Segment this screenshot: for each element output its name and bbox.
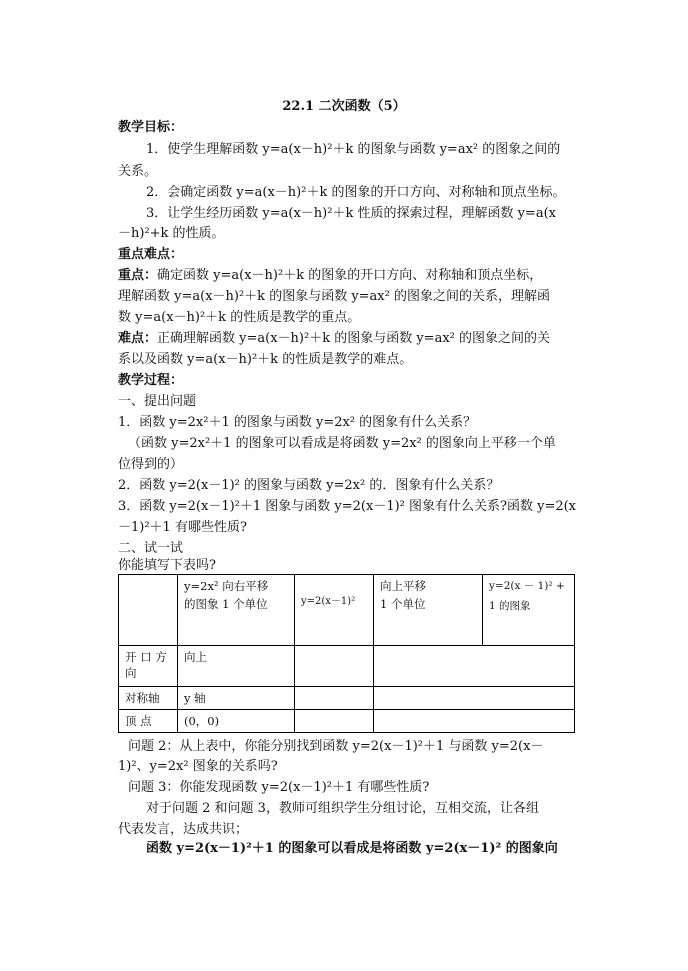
key-point-label: 重点： <box>118 268 158 283</box>
cell-text: 向 <box>125 666 137 680</box>
question-3-line-1: 3．函数 y=2(x－1)²＋1 图象与函数 y=2(x－1)² 图象有什么关系?函数 y=2(x <box>118 499 577 514</box>
fill-table-prompt: 你能填写下表吗? <box>118 558 216 573</box>
discussion-line-2: 代表发言，达成共识； <box>118 822 249 837</box>
table-cell <box>295 687 374 710</box>
page-title: 22.1 二次函数（5） <box>282 99 406 114</box>
answer-1-line-2: 位得到的） <box>118 457 184 472</box>
cell-text: y=2x² 向右平移 <box>184 579 269 593</box>
objectives-heading: 教学目标： <box>118 120 184 135</box>
difficult-point-label: 难点： <box>118 331 158 346</box>
table-cell: y 轴 <box>178 687 295 710</box>
discussion-line-1: 对于问题 2 和问题 3，教师可组织学生分组讨论，互相交流，让各组 <box>146 801 539 816</box>
question-1: 1．函数 y=2x²＋1 的图象与函数 y=2x² 的图象有什么关系？ <box>118 415 477 430</box>
process-heading: 教学过程： <box>118 373 184 388</box>
key-point-text: 确定函数 y=a(x－h)²＋k 的图象的开口方向、对称轴和顶点坐标， <box>157 268 543 283</box>
table-cell: (0，0) <box>178 710 295 733</box>
table-row <box>119 710 575 733</box>
table-row <box>119 687 575 710</box>
problem-3: 问题 3：你能发现函数 y=2(x－1)²＋1 有哪些性质? <box>128 780 430 795</box>
difficult-point-line-2: 系以及函数 y=a(x－h)²＋k 的性质是教学的难点。 <box>118 352 413 367</box>
cell-text: 向上平移 <box>380 579 426 593</box>
table-cell <box>374 687 575 710</box>
table-cell: 向上 <box>178 646 295 687</box>
transform-table <box>118 574 575 733</box>
cell-text: 1 的图象 <box>489 600 531 612</box>
key-point-line-3: 数 y=a(x－h)²＋k 的性质是教学的重点。 <box>118 310 361 325</box>
table-cell <box>295 710 374 733</box>
problem-2-line-2: 1)²、y=2x² 图象的关系吗? <box>118 759 278 774</box>
cell-text: 开 口 方 <box>125 650 167 664</box>
objective-1-line-2: 关系。 <box>118 164 158 179</box>
table-header-row <box>119 575 575 646</box>
conclusion-line: 函数 y=2(x－1)²＋1 的图象可以看成是将函数 y=2(x－1)² 的图象向 <box>146 841 558 856</box>
table-cell <box>178 575 295 646</box>
objective-2: 2．会确定函数 y=a(x－h)²＋k 的图象的开口方向、对称轴和顶点坐标。 <box>146 185 566 200</box>
objective-1-line-1: 1．使学生理解函数 y=a(x－h)²＋k 的图象与函数 y=ax² 的图象之间的 <box>146 142 561 157</box>
cell-text: 的图象 1 个单位 <box>184 597 268 611</box>
table-cell <box>374 575 483 646</box>
objective-3-line-2: －h)²+k 的性质。 <box>118 226 225 241</box>
cell-text: y=2(x－1)² <box>301 596 356 607</box>
cell-text: y=2(x － 1)² + <box>489 580 565 592</box>
section-2-heading: 二、试一试 <box>118 541 184 556</box>
table-cell <box>374 646 575 687</box>
table-cell <box>295 646 374 687</box>
table-cell <box>295 575 374 646</box>
section-1-heading: 一、提出问题 <box>118 394 197 409</box>
table-cell <box>374 710 575 733</box>
key-point-line-2: 理解函数 y=a(x－h)²＋k 的图象与函数 y=ax² 的图象之间的关系，理解函 <box>118 289 550 304</box>
key-point-line-1 <box>118 266 542 286</box>
table-row <box>119 646 575 687</box>
table-cell <box>483 575 575 646</box>
question-3-line-2: －1)²＋1 有哪些性质? <box>118 520 247 535</box>
objective-3-line-1: 3．让学生经历函数 y=a(x－h)²＋k 性质的探索过程，理解函数 y=a(x <box>146 206 556 221</box>
table-row-label: 顶 点 <box>119 710 178 733</box>
problem-2-line-1: 问题 2：从上表中，你能分别找到函数 y=2(x－1)²＋1 与函数 y=2(x－ <box>128 739 544 754</box>
difficult-point-text: 正确理解函数 y=a(x－h)²＋k 的图象与函数 y=ax² 的图象之间的关 <box>157 331 550 346</box>
cell-text: 1 个单位 <box>380 597 426 611</box>
table-row-label <box>119 646 178 687</box>
question-2: 2．函数 y=2(x－1)² 的图象与函数 y=2x² 的．图象有什么关系？ <box>118 478 500 493</box>
keypoints-heading: 重点难点： <box>118 247 184 262</box>
answer-1-line-1: （函数 y=2x²＋1 的图象可以看成是将函数 y=2x² 的图象向上平移一个单 <box>128 436 556 451</box>
table-row-label: 对称轴 <box>119 687 178 710</box>
table-corner-cell <box>119 575 178 646</box>
difficult-point-line-1 <box>118 329 550 349</box>
